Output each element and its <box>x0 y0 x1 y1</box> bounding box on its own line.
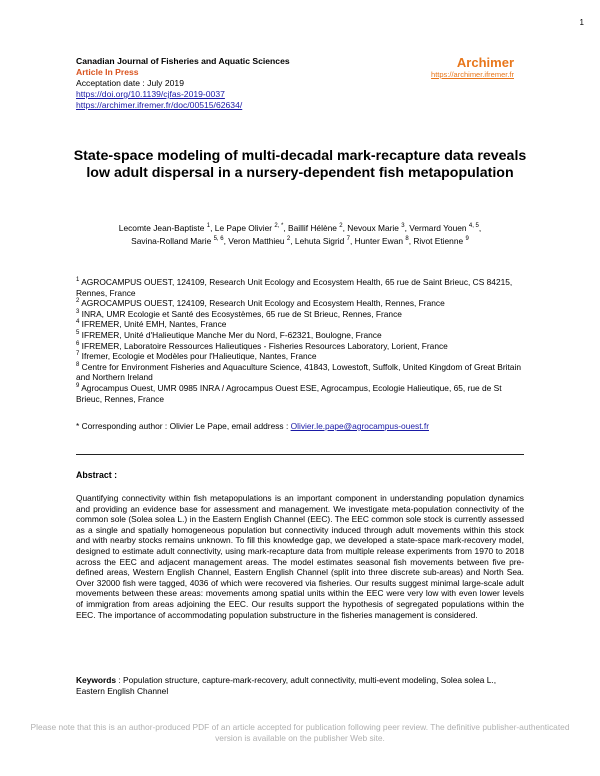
author <box>288 223 343 233</box>
author-affiliation-ref: 2 <box>286 235 291 242</box>
affiliation-text: AGROCAMPUS OUEST, 124109, Research Unit Ecology and Ecosystem Health, 65 rue de Saint Brieuc, CS 84215, Rennes, France <box>76 277 513 298</box>
author-name: Lecomte Jean-Baptiste <box>118 223 207 233</box>
author-name: Savina-Rolland Marie <box>131 235 214 246</box>
author-name: Lehuta Sigrid <box>294 235 347 246</box>
author <box>215 223 284 233</box>
keywords <box>76 675 524 697</box>
keywords-label: Keywords <box>76 675 117 685</box>
archimer-doc-link[interactable]: https://archimer.ifremer.fr/doc/00515/62634/ <box>76 100 243 110</box>
affiliation-number: 5 <box>76 330 80 337</box>
affiliation <box>76 277 524 298</box>
affiliation-number: 4 <box>76 319 80 326</box>
author-separator: , <box>408 235 414 246</box>
author-name: Baillif Hélène <box>288 223 340 233</box>
author <box>413 236 468 246</box>
author <box>131 236 223 246</box>
affiliation <box>76 319 524 330</box>
author-separator: , <box>283 223 289 233</box>
author-separator: , <box>290 235 295 246</box>
author-affiliation-ref: 1 <box>206 223 211 230</box>
page-number: 1 <box>579 18 584 27</box>
author-name: Nevoux Marie <box>347 223 402 233</box>
affiliation-number: 7 <box>76 351 80 358</box>
author-separator: , <box>223 235 229 246</box>
author <box>119 223 210 233</box>
affiliation-text: IFREMER, Laboratoire Ressources Halieutiques - Fisheries Resources Laboratory, Lorient, France <box>79 340 448 351</box>
affiliation-text: Agrocampus Ouest, UMR 0985 INRA / Agrocampus Ouest ESE, Agrocampus, Ecologie Halieutique, 65, rue de St Brieuc, Rennes, France <box>76 382 502 404</box>
corresponding-email-link[interactable]: Olivier.le.pape@agrocampus-ouest.fr <box>290 421 429 431</box>
affiliation-text: IFREMER, Unité d'Halieutique Manche Mer du Nord, F-62321, Boulogne, France <box>79 329 382 340</box>
author-separator: , <box>404 223 410 233</box>
keywords-text: : Population structure, capture-mark-recovery, adult connectivity, multi-event modeling, Solea solea L., Eastern English Channel <box>76 675 497 696</box>
affiliation-text: INRA, UMR Ecologie et Santé des Ecosystèmes, 65 rue de St Brieuc, Rennes, France <box>79 308 402 319</box>
author <box>295 236 350 246</box>
author <box>347 223 404 233</box>
corresponding-author <box>76 421 524 432</box>
author-affiliation-ref: 7 <box>346 235 350 242</box>
journal-name: Canadian Journal of Fisheries and Aquatic Sciences <box>76 56 290 66</box>
author <box>228 236 290 246</box>
author-affiliation-ref: 9 <box>465 235 469 242</box>
author-separator: , <box>349 235 355 246</box>
section-divider <box>76 454 524 455</box>
paper-title: State-space modeling of multi-decadal mark-recapture data reveals low adult dispersal in a nursery-dependent fish metapopulation <box>73 148 527 181</box>
author-name: Vermard Youen <box>409 223 469 233</box>
author-separator: , <box>478 223 482 233</box>
affiliation-text: Ifremer, Ecologie et Modèles pour l'Halieutique, Nantes, France <box>79 351 317 362</box>
author-affiliation-ref: 3 <box>401 223 405 230</box>
affiliation-list <box>76 277 524 404</box>
author-affiliation-ref: 8 <box>405 235 409 242</box>
affiliation-number: 3 <box>76 308 80 315</box>
affiliation <box>76 383 524 404</box>
affiliation-number: 1 <box>76 277 80 284</box>
author-name: Le Pape Olivier <box>214 223 275 233</box>
archimer-logo <box>431 55 514 79</box>
affiliation-number: 6 <box>76 340 80 347</box>
acceptation-date: Acceptation date : July 2019 <box>76 78 184 88</box>
affiliation <box>76 298 524 309</box>
affiliation-number: 8 <box>76 361 80 368</box>
author-separator: , <box>342 223 348 233</box>
archimer-link[interactable]: https://archimer.ifremer.fr <box>431 70 514 79</box>
author-separator: , <box>210 223 215 233</box>
affiliation <box>76 309 524 320</box>
affiliation-text: AGROCAMPUS OUEST, 124109, Research Unit Ecology and Ecosystem Health, Rennes, France <box>79 298 445 309</box>
doi-link[interactable]: https://doi.org/10.1139/cjfas-2019-0037 <box>76 89 225 99</box>
author-name: Hunter Ewan <box>354 235 406 246</box>
affiliation-text: IFREMER, Unité EMH, Nantes, France <box>79 319 227 330</box>
affiliation-text: Centre for Environment Fisheries and Aquaculture Science, 41843, Lowestoft, Suffolk, United Kingdom of Great Britain and Northern Ireland <box>76 361 521 383</box>
author-name: Rivot Etienne <box>413 235 466 246</box>
author-affiliation-ref: 4, 5 <box>468 223 479 230</box>
archimer-brand: Archimer <box>456 55 514 70</box>
affiliation <box>76 341 524 352</box>
abstract-heading: Abstract : <box>76 470 118 480</box>
abstract-body: Quantifying connectivity within fish metapopulations is an important component in understanding population dynamics and providing an evidence base for assessment and management. We investigate meta-population connectivity of the common sole (Solea solea L.) in the Eastern English Channel (EEC). The EEC common sole stock is currently assessed as a single and spatially homogeneous population but connectivity induced through adult movements within this stock and with nearby stocks remains unknown. To fill this knowledge gap, we developed a state-space mark-recovery model, designed to estimate adult connectivity, using mark-recapture data from multiple release experiments from 1970 to 2018 across the EEC and adjacent management areas. The model estimates seasonal fish movements between five pre-defined areas, Western English Channel, Eastern English Channel (split into three discrete sub-areas) and North Sea. Over 32000 fish were tagged, 4036 of which were recovered via fisheries. Our results suggest minimal large-scale adult movements between these areas: movements among spatial units within the EEC were very low with even lower levels of immigration from areas adjoining the EEC. Our results support the hypothesis of segregated populations within the EEC. The importance of accommodating population substructure in the fisheries management is considered. <box>76 493 524 620</box>
corresponding-label: * Corresponding author : Olivier Le Pape, email address : <box>76 421 291 431</box>
disclaimer-footer: Please note that this is an author-produced PDF of an article accepted for publication following peer review. The definitive publisher-authenticated version is available on the publisher Web site. <box>30 722 570 743</box>
article-status: Article In Press <box>76 67 139 77</box>
journal-info <box>76 56 376 111</box>
author-list <box>76 222 524 247</box>
author <box>355 236 409 246</box>
author <box>409 223 482 233</box>
author-affiliation-ref: 5, 6 <box>213 235 224 242</box>
author-name: Veron Matthieu <box>228 235 287 246</box>
affiliation <box>76 330 524 341</box>
affiliation-number: 2 <box>76 298 80 305</box>
affiliation <box>76 351 524 362</box>
affiliation <box>76 362 524 383</box>
affiliation-number: 9 <box>76 383 80 390</box>
author-affiliation-ref: 2 <box>339 223 343 230</box>
author-affiliation-ref: 2, * <box>274 223 284 230</box>
